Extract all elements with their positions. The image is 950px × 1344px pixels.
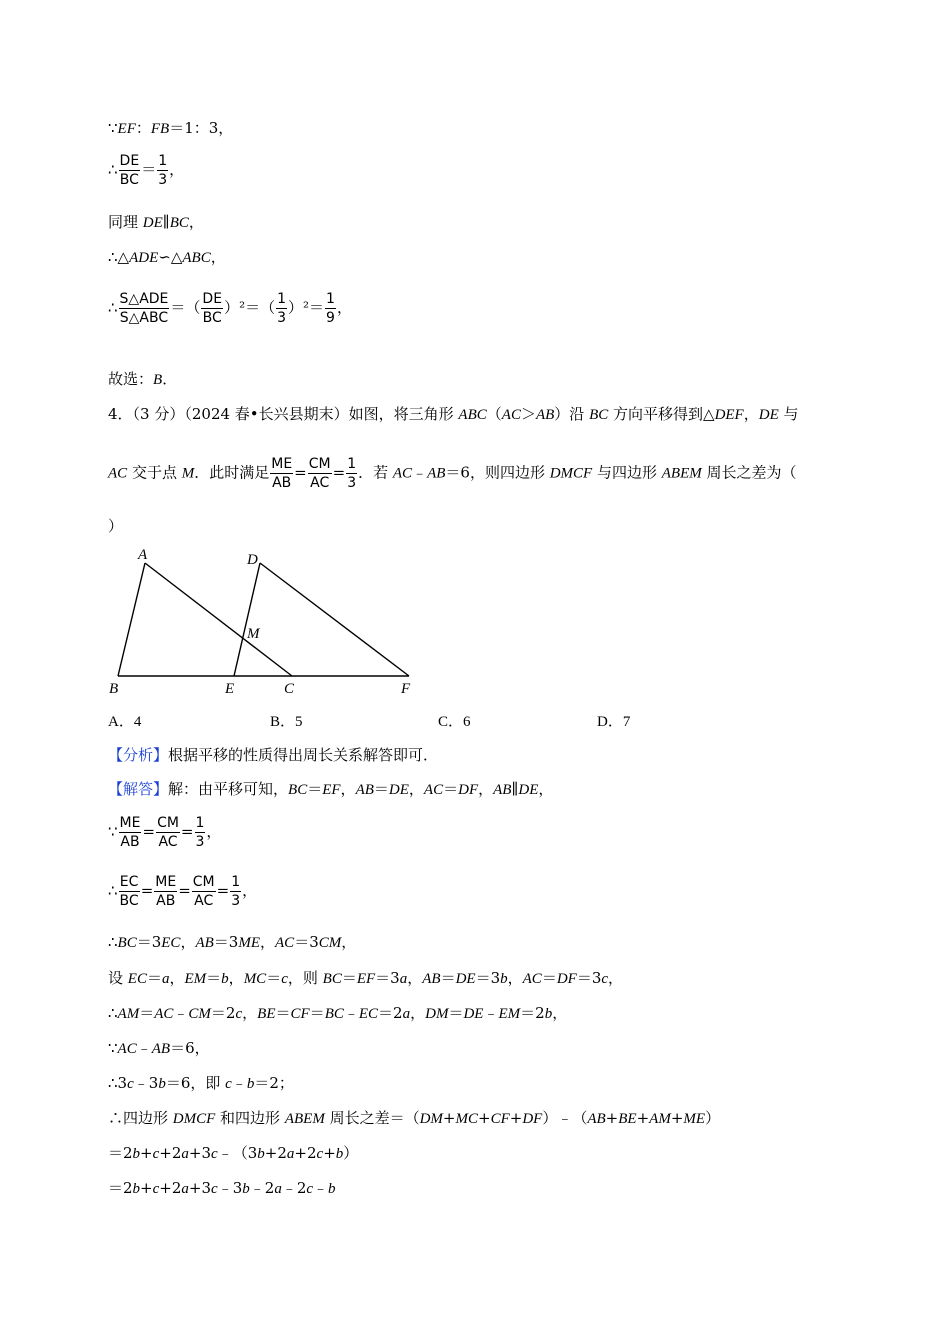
fraction: $\frac{1}{3}$: [195, 815, 205, 850]
fraction: $\frac{CM}{AC}$: [308, 456, 331, 491]
fraction: $\frac{CM}{AC}$: [157, 815, 179, 850]
answer-tag: 【解答】: [108, 780, 169, 798]
solution-choice: 故选：B．: [108, 370, 178, 388]
fraction: $\frac{DE}{BC}$: [202, 291, 223, 326]
option-b[interactable]: B．5: [270, 714, 303, 730]
answer-line-5: 设 EC＝a，EM＝b，MC＝c，则 BC＝EF＝3a，AB＝DE＝3b，AC＝DF＝3c，: [108, 969, 624, 987]
label-e: E: [225, 681, 235, 697]
label-d: D: [247, 552, 258, 568]
fraction: $\frac{ME}{AB}$: [119, 815, 141, 850]
segment-df: [260, 563, 409, 676]
solution-line-ratio: ∵EF：FB＝1：3，: [108, 119, 234, 137]
label-c: C: [284, 681, 295, 697]
fraction: $\frac{1}{3}$: [277, 291, 286, 326]
label-a: A: [138, 547, 148, 563]
option-a[interactable]: A．4: [108, 714, 142, 730]
option-c[interactable]: C．6: [438, 714, 471, 730]
fraction: $\frac{EC}{BC}$: [119, 874, 139, 909]
answer-line-1: 【解答】解：由平移可知，BC＝EF，AB＝DE，AC＝DF，AB∥DE，: [108, 780, 554, 798]
segment-ab: [118, 563, 145, 676]
solution-line-similar: ∴△ADE∽△ABC，: [108, 248, 226, 266]
translation-figure: [100, 545, 430, 700]
analysis-tag: 【分析】: [108, 746, 169, 764]
option-d[interactable]: D．7: [597, 714, 631, 730]
fraction: $\frac{1}{3}$: [347, 456, 357, 491]
solution-line-de-bc: ∴ $\frac{DE}{BC}$ ＝ $\frac{1}{3}$ ，: [108, 153, 185, 188]
answer-line-6: ∴AM＝AC﹣CM＝2c，BE＝CF＝BC﹣EC＝2a，DM＝DE﹣EM＝2b，: [108, 1004, 568, 1022]
solution-line-area-ratio: ∴ $\frac{\text{S△ADE}}{\text{S△ABC}}$ ＝（ $\frac{DE}{BC}$ ）²＝（ $\frac{1}{3}$ ）²＝ $\frac{1}{9}$ ，: [108, 291, 352, 326]
question-4-paren-close: ）: [108, 517, 124, 535]
answer-line-3: ∴ $\frac{EC}{BC}$ = $\frac{ME}{AB}$ = $\frac{CM}{AC}$ = $\frac{1}{3}$ ，: [108, 874, 258, 909]
label-b: B: [109, 681, 119, 697]
label-m: M: [247, 626, 260, 642]
answer-line-11: ＝2b+c+2a+3c﹣3b﹣2a﹣2c﹣b: [108, 1179, 336, 1197]
segment-de: [234, 563, 260, 676]
fraction: $\frac{DE}{BC}$: [119, 153, 140, 188]
fraction: $\frac{1}{3}$: [158, 153, 168, 188]
analysis: 【分析】根据平移的性质得出周长关系解答即可．: [108, 746, 439, 764]
answer-line-9: ∴四边形 DMCF 和四边形 ABEM 周长之差＝（DM+MC+CF+DF）﹣（AB+BE+AM+ME）: [108, 1109, 721, 1127]
answer-line-4: ∴BC＝3EC，AB＝3ME，AC＝3CM，: [108, 933, 357, 951]
fraction: $\frac{1}{3}$: [231, 874, 241, 909]
question-4-condition: AC 交于点 M．此时满足 $\frac{ME}{AB}$ = $\frac{CM}{AC}$ = $\frac{1}{3}$ ．若 AC﹣AB＝6，则四边形 DMCF 与四边形 ABEM 周长之差为（: [108, 456, 797, 491]
solution-line-parallel: 同理 DE∥BC，: [108, 213, 204, 231]
answer-line-7: ∵AC﹣AB＝6，: [108, 1039, 210, 1057]
answer-line-10: ＝2b+c+2a+3c﹣（3b+2a+2c+b）: [108, 1144, 359, 1162]
fraction: $\frac{\text{S△ADE}}{\text{S△ABC}}$: [119, 291, 169, 326]
answer-line-8: ∴3c﹣3b＝6，即 c﹣b＝2；: [108, 1074, 294, 1092]
fraction: $\frac{ME}{AB}$: [155, 874, 177, 909]
label-f: F: [401, 681, 411, 697]
segment-ac: [145, 563, 292, 676]
fraction: $\frac{1}{9}$: [326, 291, 335, 326]
fraction: $\frac{ME}{AB}$: [271, 456, 293, 491]
answer-line-2: ∵ $\frac{ME}{AB}$ = $\frac{CM}{AC}$ = $\frac{1}{3}$ ，: [108, 815, 222, 850]
fraction: $\frac{CM}{AC}$: [192, 874, 215, 909]
question-4-stem: 4．（3 分）（2024 春•长兴县期末）如图，将三角形 ABC（AC＞AB）沿 BC 方向平移得到△DEF，DE 与: [108, 405, 799, 423]
